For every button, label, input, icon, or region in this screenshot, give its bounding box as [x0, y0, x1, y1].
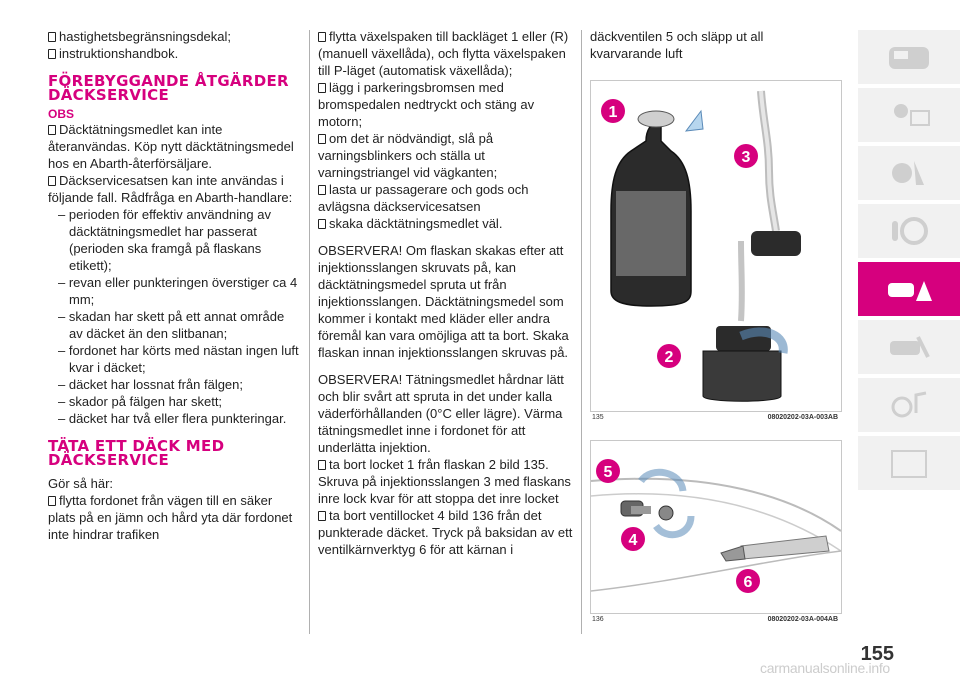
list-item: hastighetsbegränsningsdekal; — [48, 28, 300, 45]
list-item: ta bort locket 1 från flaskan 2 bild 135. Skruva på injektionsslangen 3 med flaskans inre lock kvar för att stoppa det inre locket — [318, 457, 571, 506]
list-item: lasta ur passagerare och gods och avlägsna däckservicesatsen — [318, 182, 529, 214]
callout-label: 4 — [628, 532, 638, 549]
bullet-icon — [318, 460, 326, 470]
list-item: Däcktätningsmedlet kan inte återanvändas. Köp nytt däcktätningsmedel hos en Abarth-återförsäljare. — [48, 122, 294, 171]
tab-safety[interactable] — [858, 146, 960, 200]
tab-warning-lights[interactable] — [858, 88, 960, 142]
list-item: om det är nödvändigt, slå på varningsblinkers och ställa ut varningstriangel vid vägkanten; — [318, 131, 498, 180]
dash-item: – däcket har två eller flera punkteringar. — [58, 411, 287, 426]
list-item: skaka däcktätningsmedlet väl. — [318, 215, 576, 232]
note-paragraph: OBSERVERA! Om flaskan skakas efter att injektionsslangen skruvats på, kan däcktätningsmedel spruta ut från injektionsslangen. Däcktätningsmedel som kommer i kontakt med kläder eller andra föremål kan vara omöjliga att ta bort. Skaka flaskan innan injektionsslangen skruvas på. — [318, 243, 569, 360]
callout-label: 6 — [743, 574, 753, 591]
emergency-car-icon — [884, 271, 934, 307]
bullet-icon — [318, 83, 326, 93]
page-number: 155 — [860, 643, 894, 665]
column-divider — [581, 30, 582, 634]
tab-emergency[interactable] — [858, 262, 960, 316]
bullet-icon — [318, 219, 326, 229]
figure-136 — [590, 440, 842, 614]
tab-dashboard[interactable] — [858, 30, 960, 84]
alphabet-index-icon — [884, 445, 934, 481]
figure-135 — [590, 80, 842, 412]
list-item: Däckservicesatsen kan inte användas i följande fall. Rådfråga en Abarth-handlare: — [48, 173, 293, 205]
dash-item: – däcket har lossnat från fälgen; — [58, 377, 244, 392]
sealant-bottle-illustration — [591, 81, 841, 411]
list-item: lägg i parkeringsbromsen med bromspedalen nedtryckt och stäng av motorn; — [318, 80, 535, 129]
media-icon — [884, 387, 934, 423]
callout-label: 1 — [608, 104, 618, 121]
bullet-icon — [48, 125, 56, 135]
note-paragraph: OBSERVERA! Tätningsmedlet hårdnar lätt och blir svårt att spruta in det under kalla väderförhållanden (0°C eller lägre). Värma tätningsmedlet inne i fordonet för att underlätta injektion. — [318, 372, 564, 455]
column-1 — [48, 28, 300, 543]
bullet-icon — [48, 496, 56, 506]
bullet-icon — [318, 32, 326, 42]
dash-item: – revan eller punkteringen överstiger ca 4 mm; — [58, 275, 298, 307]
car-dashboard-icon — [884, 39, 934, 75]
chapter-sidebar — [858, 30, 960, 494]
list-item: flytta fordonet från vägen till en säker plats på en jämn och hård yta där fordonet inte hindrar trafiken — [48, 493, 293, 542]
list-item: flytta växelspaken till backläget 1 eller (R) (manuell växellåda), och flytta växelspaken till P-läget (automatisk växellåda); — [318, 29, 569, 78]
callout-label: 2 — [664, 349, 674, 366]
rotate-arrow-icon — [656, 516, 691, 535]
arrow-up-icon — [686, 111, 703, 131]
bullet-icon — [318, 134, 326, 144]
bullet-icon — [318, 511, 326, 521]
rotate-arrow-icon — [641, 472, 683, 491]
watermark-footer: carmanualsonline.info — [760, 660, 890, 676]
airbag-seat-icon — [884, 155, 934, 191]
column-2 — [318, 28, 576, 558]
callout-label: 3 — [741, 149, 751, 166]
steering-wheel-icon — [884, 213, 934, 249]
intro-text: Gör så här: — [48, 476, 114, 491]
body-text: däckventilen 5 och släpp ut all kvarvarande luft — [590, 29, 764, 61]
valve-illustration — [591, 441, 841, 613]
tab-maintenance[interactable] — [858, 320, 960, 374]
bullet-icon — [48, 49, 56, 59]
wrench-car-icon — [884, 329, 934, 365]
bullet-icon — [318, 185, 326, 195]
dash-item: – skador på fälgen har skett; — [58, 394, 223, 409]
bullet-icon — [48, 176, 56, 186]
callout-label: 5 — [603, 464, 613, 481]
warning-lights-icon — [884, 97, 934, 133]
list-item: instruktionshandbok. — [48, 45, 300, 62]
dash-item: – skadan har skett på ett annat område av däcket än den slitbanan; — [58, 309, 285, 341]
list-item: ta bort ventillocket 4 bild 136 från det punkterade däcket. Tryck på baksidan av ett ventilkärnverktyg 6 för att kärnan i — [318, 508, 573, 557]
obs-label: OBS — [48, 107, 75, 121]
dash-item: – perioden för effektiv användning av däcktätningsmedlet har passerat (perioden ska framgå på flaskans etikett); — [58, 207, 271, 273]
dash-item: – fordonet har körts med nästan ingen luft kvar i däcket; — [58, 343, 299, 375]
bullet-icon — [48, 32, 56, 42]
tab-driving[interactable] — [858, 204, 960, 258]
column-3 — [590, 28, 800, 62]
column-divider — [309, 30, 310, 634]
tab-multimedia[interactable] — [858, 378, 960, 432]
section-heading-seal-tire: TÄTA ETT DÄCK MED DÄCKSERVICE — [48, 437, 225, 469]
section-heading-prevention: FÖREBYGGANDE ÅTGÄRDER DÄCKSERVICE — [48, 72, 289, 104]
tab-index[interactable] — [858, 436, 960, 490]
